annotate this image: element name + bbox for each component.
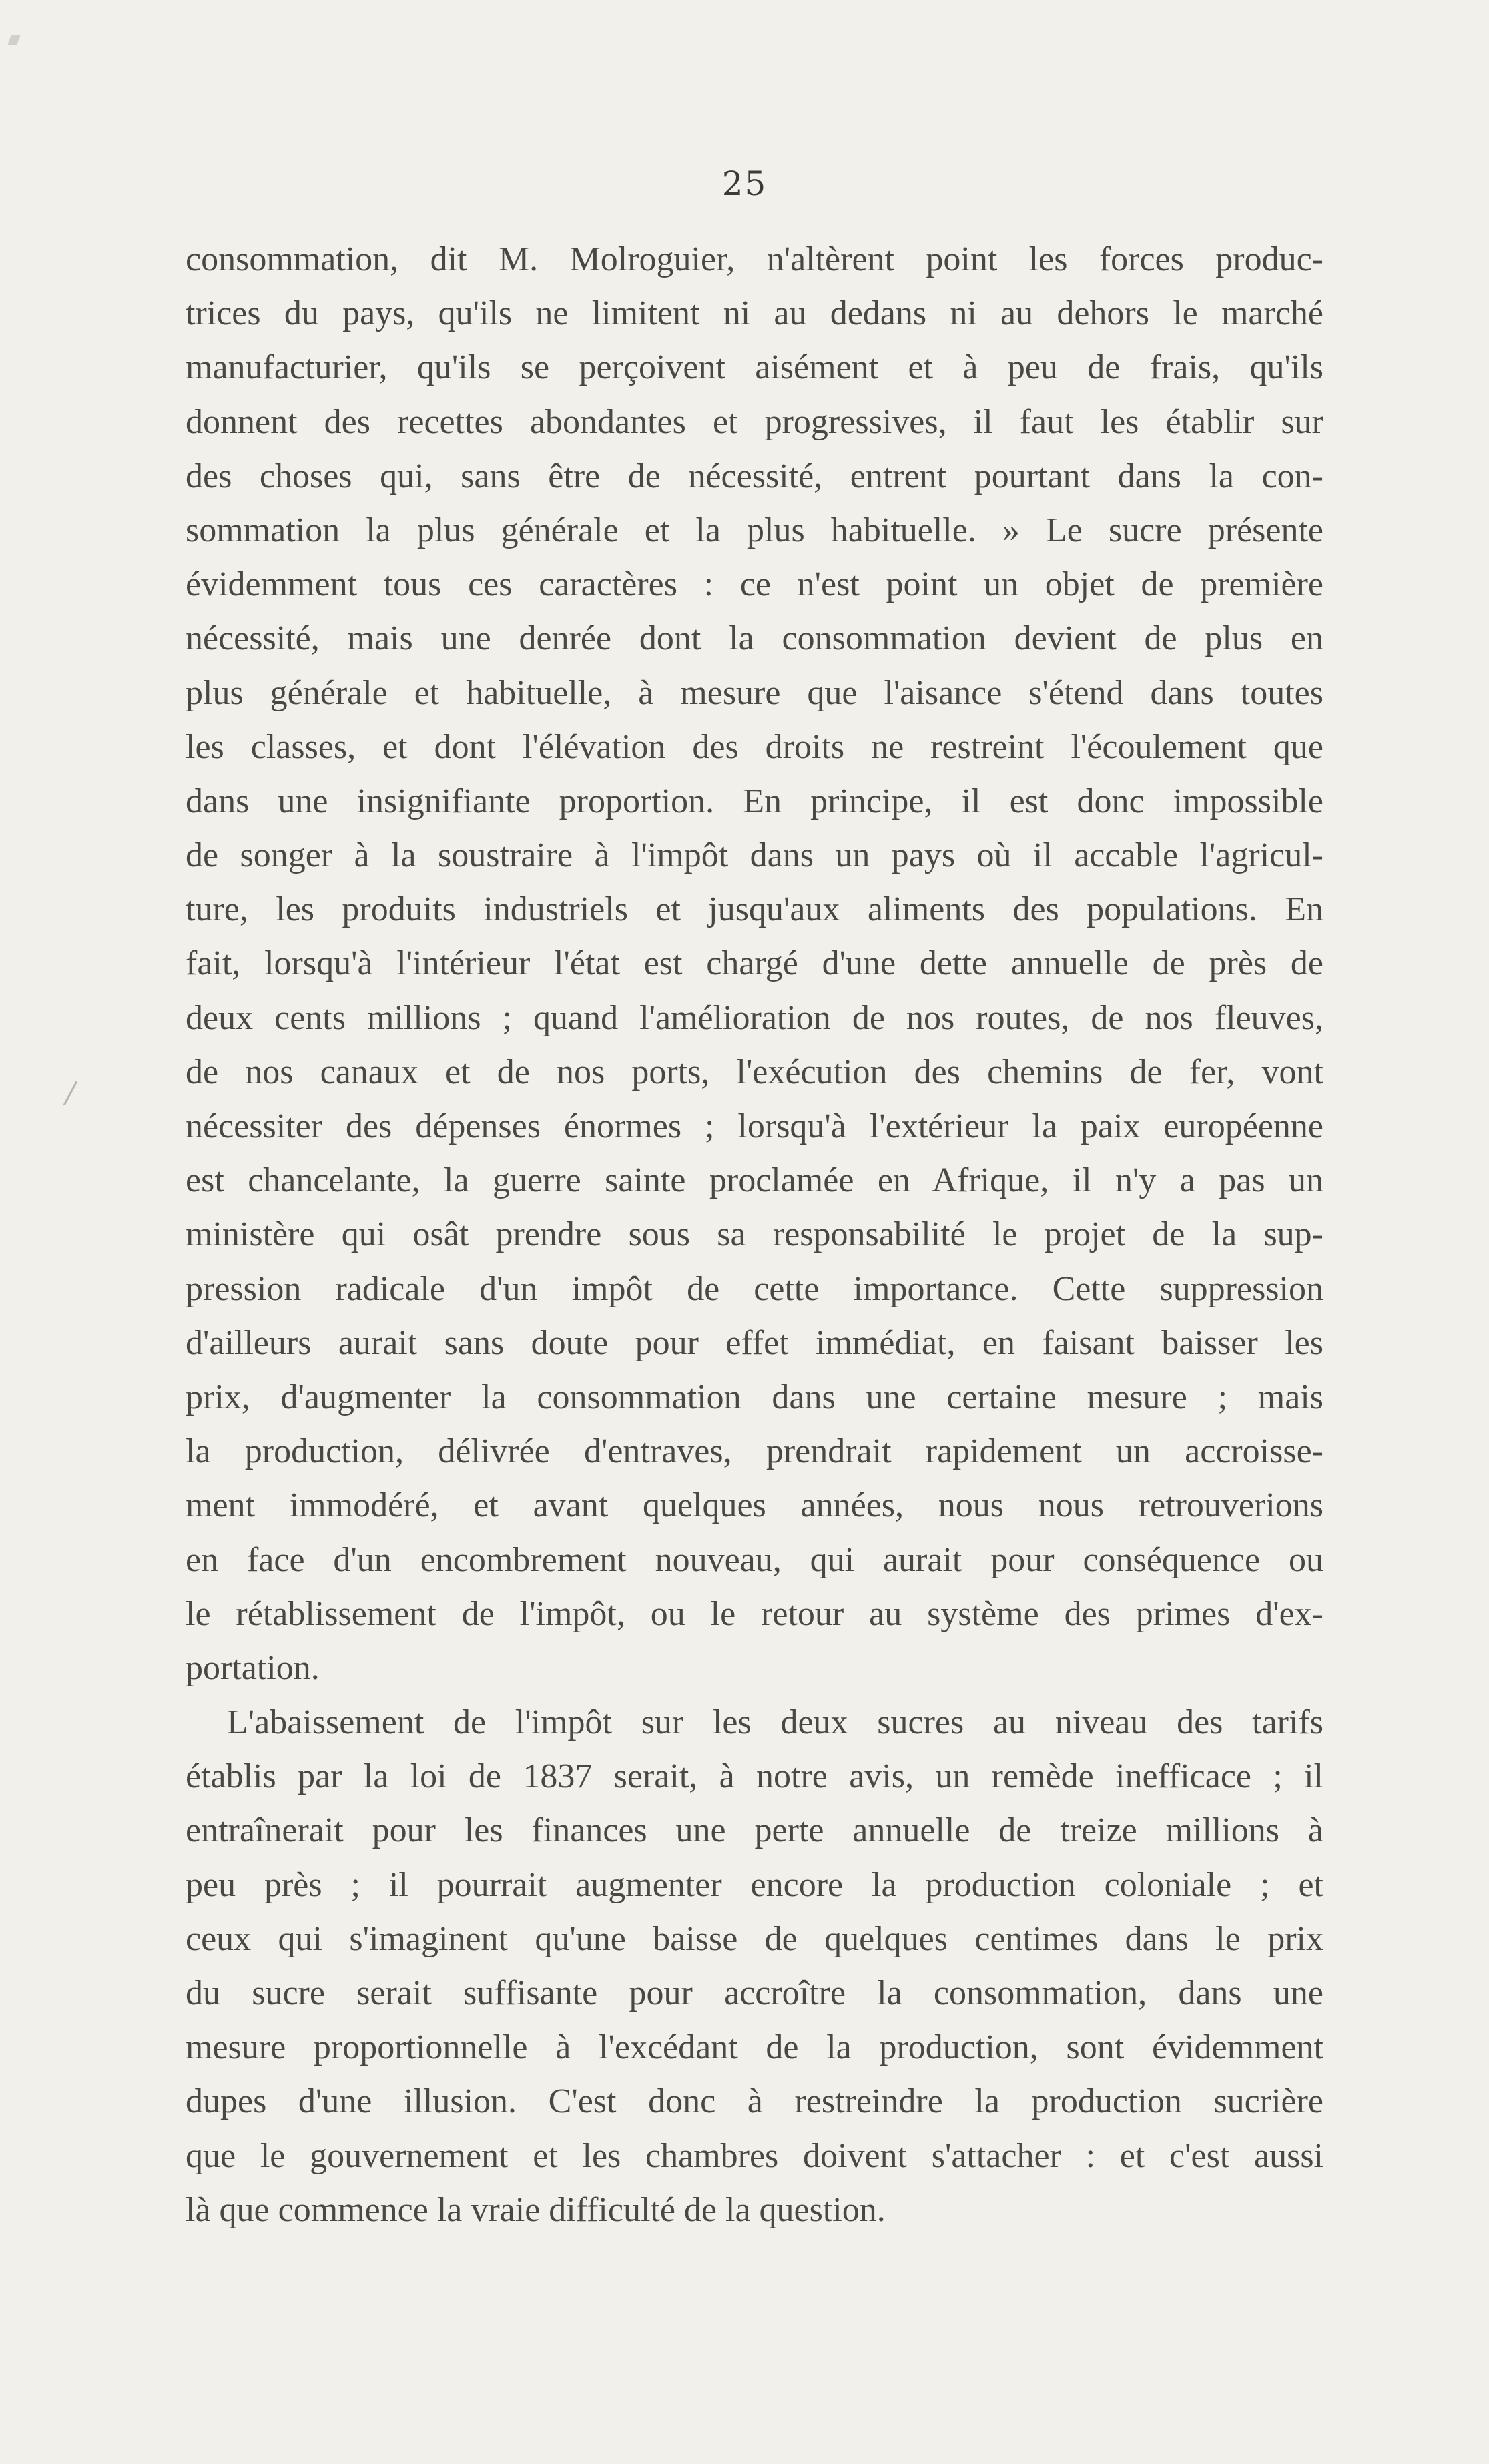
text-line: dupes d'une illusion. C'est donc à restreindre la production sucrière: [186, 2082, 1323, 2121]
text-line: deux cents millions ; quand l'amélioration de nos routes, de nos fleuves,: [186, 998, 1323, 1037]
text-line: dans une insignifiante proportion. En principe, il est donc impossible: [186, 782, 1323, 820]
text-line: nécessiter des dépenses énormes ; lorsqu'à l'extérieur la paix européenne: [186, 1107, 1323, 1145]
stray-ink-mark: [63, 1081, 77, 1106]
text-line: de songer à la soustraire à l'impôt dans un pays où il accable l'agricul-: [186, 836, 1323, 875]
text-line: mesure proportionnelle à l'excédant de la production, sont évidemment: [186, 2028, 1323, 2067]
text-line: des choses qui, sans être de nécessité, entrent pourtant dans la con-: [186, 456, 1323, 495]
body-text: [186, 232, 1323, 2237]
text-line: peu près ; il pourrait augmenter encore la production coloniale ; et: [186, 1865, 1323, 1904]
paragraph-end-line: là que commence la vraie difficulté de la question.: [186, 2190, 886, 2229]
text-line: pression radicale d'un impôt de cette importance. Cette suppression: [186, 1269, 1323, 1308]
text-line: évidemment tous ces caractères : ce n'est point un objet de première: [186, 565, 1323, 604]
text-line: fait, lorsqu'à l'intérieur l'état est chargé d'une dette annuelle de près de: [186, 944, 1323, 983]
text-line: de nos canaux et de nos ports, l'exécution des chemins de fer, vont: [186, 1052, 1323, 1091]
text-line: entraînerait pour les finances une perte annuelle de treize millions à: [186, 1811, 1323, 1850]
text-line: que le gouvernement et les chambres doivent s'attacher : et c'est aussi: [186, 2136, 1323, 2175]
text-line: du sucre serait suffisante pour accroître la consommation, dans une: [186, 1974, 1323, 2012]
text-line: en face d'un encombrement nouveau, qui aurait pour conséquence ou: [186, 1540, 1323, 1579]
text-line: ment immodéré, et avant quelques années, nous nous retrouverions: [186, 1486, 1323, 1525]
text-line: ministère qui osât prendre sous sa responsabilité le projet de la sup-: [186, 1215, 1323, 1254]
text-line: ture, les produits industriels et jusqu'aux aliments des populations. En: [186, 890, 1323, 929]
text-line: sommation la plus générale et la plus habituelle. » Le sucre présente: [186, 511, 1323, 549]
text-line: consommation, dit M. Molroguier, n'altèrent point les forces produc-: [186, 240, 1323, 278]
text-line: trices du pays, qu'ils ne limitent ni au dedans ni au dehors le marché: [186, 294, 1323, 333]
text-line: ceux qui s'imaginent qu'une baisse de quelques centimes dans le prix: [186, 1919, 1323, 1958]
paragraph-start-line: L'abaissement de l'impôt sur les deux sucres au niveau des tarifs: [227, 1703, 1323, 1742]
text-line: le rétablissement de l'impôt, ou le retour au système des primes d'ex-: [186, 1594, 1323, 1633]
page-corner-mark: [7, 35, 21, 45]
text-line: d'ailleurs aurait sans doute pour effet immédiat, en faisant baisser les: [186, 1323, 1323, 1362]
text-line: les classes, et dont l'élévation des droits ne restreint l'écoulement que: [186, 727, 1323, 766]
text-line: établis par la loi de 1837 serait, à notre avis, un remède inefficace ; il: [186, 1757, 1323, 1796]
text-line: plus générale et habituelle, à mesure que l'aisance s'étend dans toutes: [186, 673, 1323, 712]
page-number: 25: [721, 164, 768, 203]
text-line: donnent des recettes abondantes et progressives, il faut les établir sur: [186, 402, 1323, 441]
text-line: la production, délivrée d'entraves, prendrait rapidement un accroisse-: [186, 1432, 1323, 1471]
text-line: est chancelante, la guerre sainte proclamée en Afrique, il n'y a pas un: [186, 1161, 1323, 1200]
paragraph-end-line: portation.: [186, 1648, 320, 1687]
text-line: nécessité, mais une denrée dont la consommation devient de plus en: [186, 619, 1323, 658]
text-line: prix, d'augmenter la consommation dans une certaine mesure ; mais: [186, 1377, 1323, 1416]
text-line: manufacturier, qu'ils se perçoivent aisément et à peu de frais, qu'ils: [186, 348, 1323, 387]
